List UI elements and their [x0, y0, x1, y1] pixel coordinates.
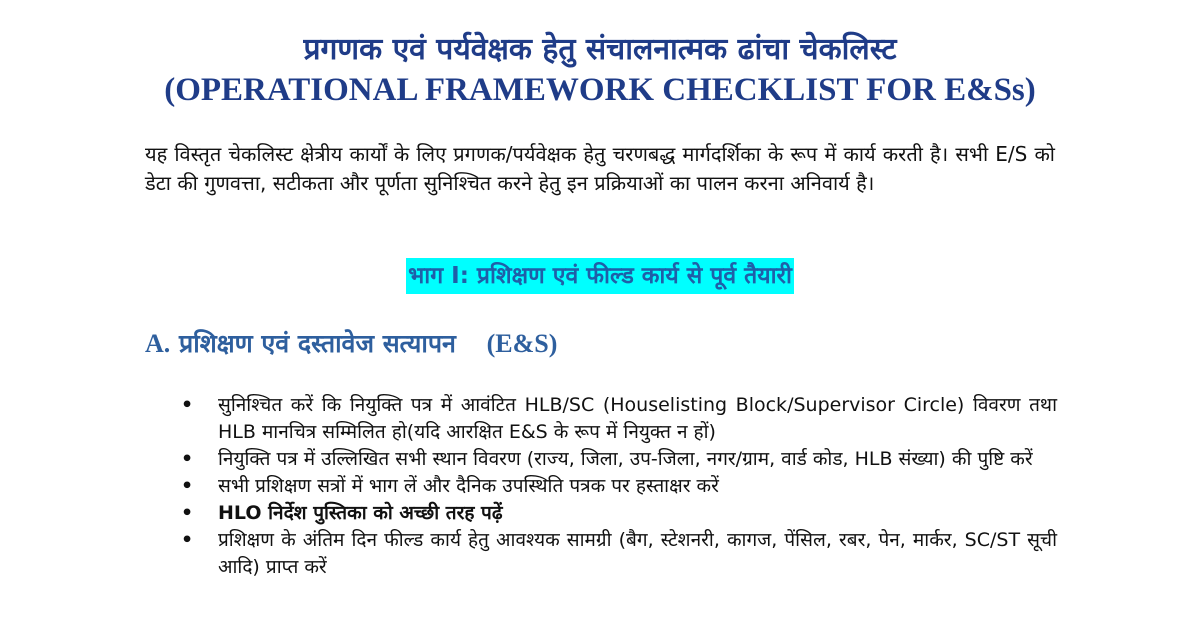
bullet-icon: •: [181, 475, 194, 497]
checklist-item: [145, 500, 1057, 527]
checklist-item-text: सभी प्रशिक्षण सत्रों में भाग लें और दैनिक उपस्थिति पत्रक पर हस्ताक्षर करें: [218, 475, 719, 497]
part-heading-container: [0, 258, 1200, 294]
checklist-bullets: [145, 392, 1057, 581]
checklist-item: [145, 473, 1057, 500]
checklist-item-text: नियुक्ति पत्र में उल्लिखित सभी स्थान विवरण (राज्य, जिला, उप-जिला, नगर/ग्राम, वार्ड कोड, HLB संख्या) की पुष्टि करें: [218, 448, 1033, 470]
checklist-item-text: सुनिश्चित करें कि नियुक्ति पत्र में आवंटित HLB/SC (Houselisting Block/Supervisor Circle) विवरण तथा HLB मानचित्र सम्मिलित हो(यदि आरक्षित E&S के रूप में नियुक्त न हों): [218, 394, 1057, 443]
document-title-english: (OPERATIONAL FRAMEWORK CHECKLIST FOR E&Ss): [164, 72, 1036, 108]
checklist-item-text: प्रशिक्षण के अंतिम दिन फील्ड कार्य हेतु आवश्यक सामग्री (बैग, स्टेशनरी, कागज, पेंसिल, रबर, पेन, मार्कर, SC/ST सूची आदि) प्राप्त करें: [218, 529, 1057, 578]
intro-paragraph: यह विस्तृत चेकलिस्ट क्षेत्रीय कार्यों के लिए प्रगणक/पर्यवेक्षक हेतु चरणबद्ध मार्गदर्शिका के रूप में कार्य करती है। सभी E/S को डेटा की गुणवत्ता, सटीकता और पूर्णता सुनिश्चित करने हेतु इन प्रक्रियाओं का पालन करना अनिवार्य है।: [145, 142, 1055, 195]
bullet-icon: •: [181, 529, 194, 551]
checklist-item-text: HLO निर्देश पुस्तिका को अच्छी तरह पढ़ें: [218, 502, 503, 524]
part-heading: भाग I: प्रशिक्षण एवं फील्ड कार्य से पूर्व तैयारी: [406, 258, 794, 294]
checklist-item: [145, 527, 1057, 581]
document-title-hindi: प्रगणक एवं पर्यवेक्षक हेतु संचालनात्मक ढांचा चेकलिस्ट: [303, 32, 897, 67]
section-suffix: (E&S): [486, 329, 558, 358]
checklist-item: [145, 446, 1057, 473]
bullet-icon: •: [181, 502, 194, 524]
bullet-icon: •: [181, 394, 194, 416]
bullet-icon: •: [181, 448, 194, 470]
section-letter: A.: [145, 329, 171, 358]
section-heading: [145, 326, 557, 362]
checklist-item: [145, 392, 1057, 446]
section-title: प्रशिक्षण एवं दस्तावेज सत्यापन: [179, 329, 456, 358]
